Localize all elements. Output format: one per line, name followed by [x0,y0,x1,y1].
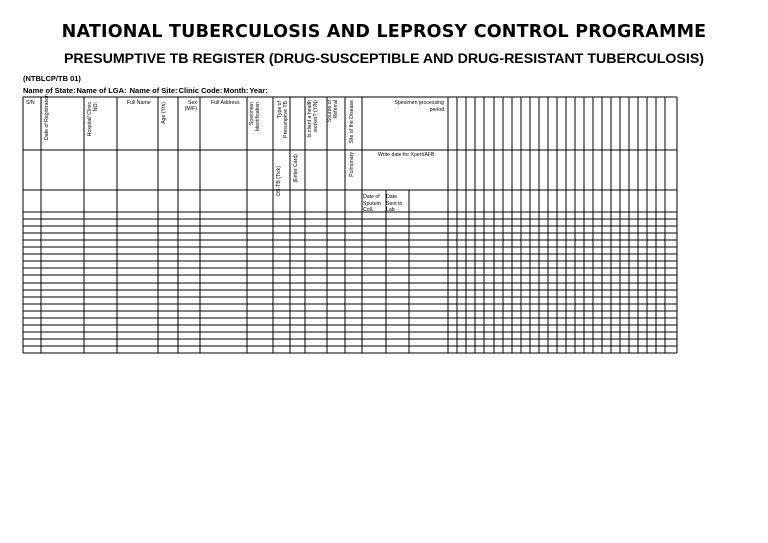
col-pulmonary: Pulmonary [349,152,355,177]
col-write-date: Write date for Xpert/AFB [378,152,435,158]
col-source-referral: Source of Referral [327,100,339,123]
col-sex: Sex (M/F) [184,100,197,112]
col-specimen-id: Specimen Identification [249,102,261,132]
year-label: Year: [249,86,268,95]
col-type-presumptive: Type of Presumptive TB [277,101,289,138]
col-hospital-clinic-no: Hospital/ Clinic NO: [87,102,99,137]
col-enter-card: (Enter Card) [293,154,299,183]
col-date-registration: Date of Registration [44,94,50,140]
col-age: Age (Yrs) [161,102,167,124]
col-ds-tb: DS-TB (Tick) [276,166,282,196]
lga-label: Name of LGA: [76,86,127,95]
col-health-worker: Is client a health worker? (Y/N) [307,100,319,138]
clinic-code-label: Clinic Code: [178,86,223,95]
col-sn: S/N [26,100,35,106]
col-full-name: Full Name [127,100,151,106]
site-label: Name of Site: [129,86,178,95]
col-specimen-processing: Specimen processing period [394,100,444,113]
col-full-address: Full Address [211,100,240,106]
state-label: Name of State: [23,86,76,95]
form-code: (NTBLCP/TB 01) [23,74,81,83]
register-subtitle: PRESUMPTIVE TB REGISTER (DRUG-SUSCEPTIBLE AND DRUG-RESISTANT TUBERCULOSIS) [63,51,705,67]
programme-title: NATIONAL TUBERCULOSIS AND LEPROSY CONTROL PROGRAMME [61,22,707,42]
month-label: Month: [223,86,249,95]
col-date-sputum: Date of Sputum Coll. [363,194,381,213]
col-site-disease: Site of the Disease [349,100,355,144]
col-date-sent: Date Sent to Lab [386,194,403,213]
